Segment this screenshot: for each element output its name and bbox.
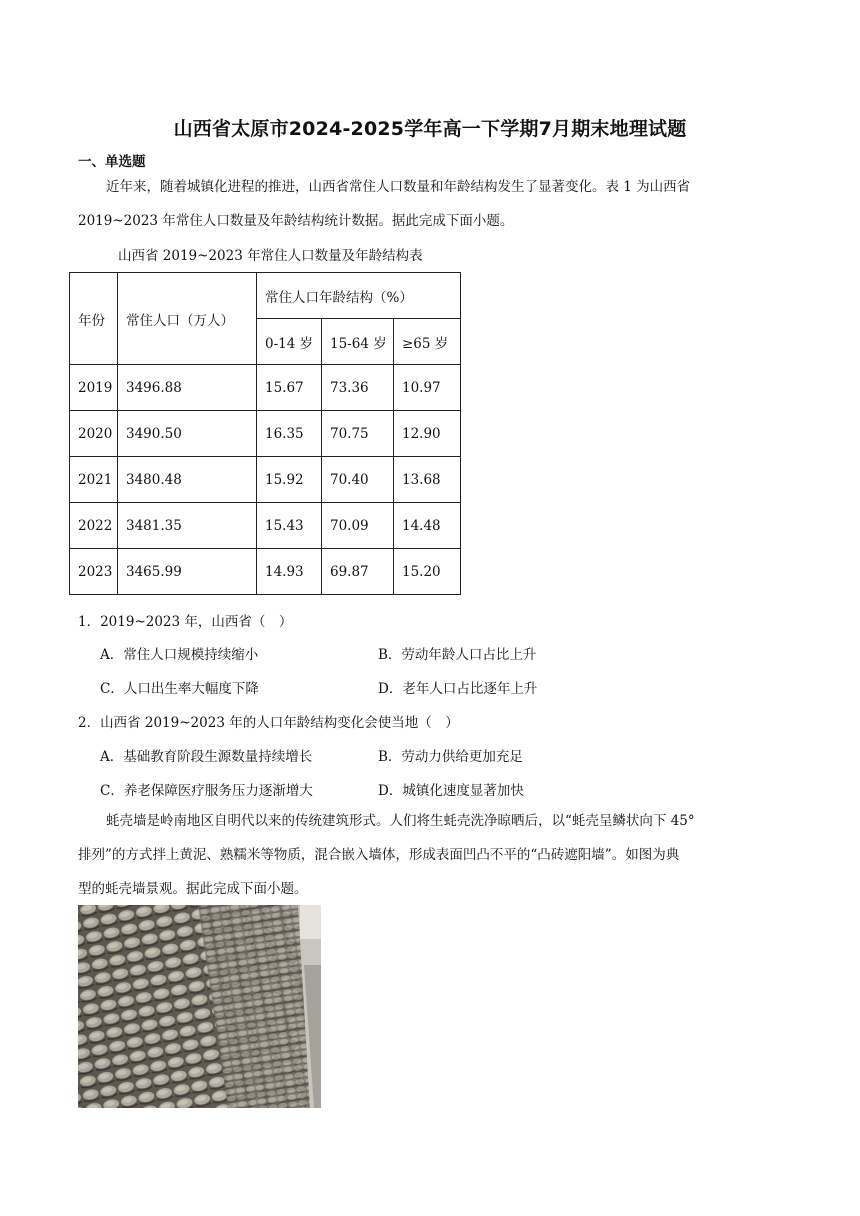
question-2-option-b[interactable]: B．劳动力供给更加充足 (378, 749, 523, 765)
passage-line: 型的蚝壳墙景观。据此完成下面小题。 (78, 881, 308, 897)
table-cell: 13.68 (394, 457, 461, 503)
question-2-option-d[interactable]: D．城镇化速度显著加快 (378, 783, 524, 799)
question-1-stem: 1．2019~2023 年，山西省（ ） (78, 614, 293, 630)
question-2-option-a[interactable]: A．基础教育阶段生源数量持续增长 (100, 749, 313, 765)
table-cell: 3490.50 (118, 411, 257, 457)
table-cell: 2022 (70, 503, 118, 549)
section-heading: 一、单选题 (78, 154, 146, 170)
table-header-row (70, 273, 461, 319)
table-cell: 3481.35 (118, 503, 257, 549)
question-2-option-c[interactable]: C．养老保障医疗服务压力逐渐增大 (100, 783, 313, 799)
passage-line: 蚝壳墙是岭南地区自明代以来的传统建筑形式。人们将生蚝壳洗净晾晒后，以“蚝壳呈鳞状向下 45° (106, 813, 695, 829)
header-age-structure: 常住人口年龄结构（%） (257, 273, 461, 319)
passage-line: 近年来，随着城镇化进程的推进，山西省常住人口数量和年龄结构发生了显著变化。表 1 为山西省 (106, 179, 691, 195)
subheader-age: 15-64 岁 (322, 319, 394, 365)
table-cell: 70.40 (322, 457, 394, 503)
table-cell: 2019 (70, 365, 118, 411)
table-cell: 73.36 (322, 365, 394, 411)
question-1-option-d[interactable]: D．老年人口占比逐年上升 (378, 681, 538, 697)
passage-population (78, 170, 783, 238)
table-cell: 3496.88 (118, 365, 257, 411)
table-row (70, 411, 461, 457)
subheader-age: 0-14 岁 (257, 319, 322, 365)
table-cell: 70.75 (322, 411, 394, 457)
table-cell: 15.92 (257, 457, 322, 503)
table-cell: 3465.99 (118, 549, 257, 595)
table-row (70, 503, 461, 549)
header-population: 常住人口（万人） (118, 273, 257, 365)
table-cell: 3480.48 (118, 457, 257, 503)
table-cell: 70.09 (322, 503, 394, 549)
table-cell: 12.90 (394, 411, 461, 457)
table-cell: 15.67 (257, 365, 322, 411)
document-title: 山西省太原市2024-2025学年高一下学期7月期末地理试题 (173, 118, 687, 140)
passage-line: 2019~2023 年常住人口数量及年龄结构统计数据。据此完成下面小题。 (78, 213, 514, 229)
header-year: 年份 (70, 273, 118, 365)
question-2-stem: 2．山西省 2019~2023 年的人口年龄结构变化会使当地（ ） (78, 715, 459, 731)
table-cell: 16.35 (257, 411, 322, 457)
table-cell: 69.87 (322, 549, 394, 595)
passage-line: 排列”的方式拌上黄泥、熟糯米等物质，混合嵌入墙体，形成表面凹凸不平的“凸砖遮阳墙”。如图为典 (78, 847, 680, 863)
population-table (69, 272, 461, 595)
table-cell: 10.97 (394, 365, 461, 411)
table-cell: 2020 (70, 411, 118, 457)
question-1-option-a[interactable]: A．常住人口规模持续缩小 (100, 647, 259, 663)
table-cell: 2023 (70, 549, 118, 595)
question-1-option-b[interactable]: B．劳动年龄人口占比上升 (378, 647, 537, 663)
table-row (70, 549, 461, 595)
table-cell: 2021 (70, 457, 118, 503)
table-row (70, 457, 461, 503)
table-cell: 15.43 (257, 503, 322, 549)
table-row (70, 365, 461, 411)
question-1-option-c[interactable]: C．人口出生率大幅度下降 (100, 681, 259, 697)
oyster-shell-wall-photo (78, 905, 321, 1108)
subheader-age: ≥65 岁 (394, 319, 461, 365)
table-caption: 山西省 2019~2023 年常住人口数量及年龄结构表 (118, 248, 423, 264)
table-cell: 14.93 (257, 549, 322, 595)
table-cell: 15.20 (394, 549, 461, 595)
passage-oyster-wall (78, 804, 783, 906)
table-cell: 14.48 (394, 503, 461, 549)
